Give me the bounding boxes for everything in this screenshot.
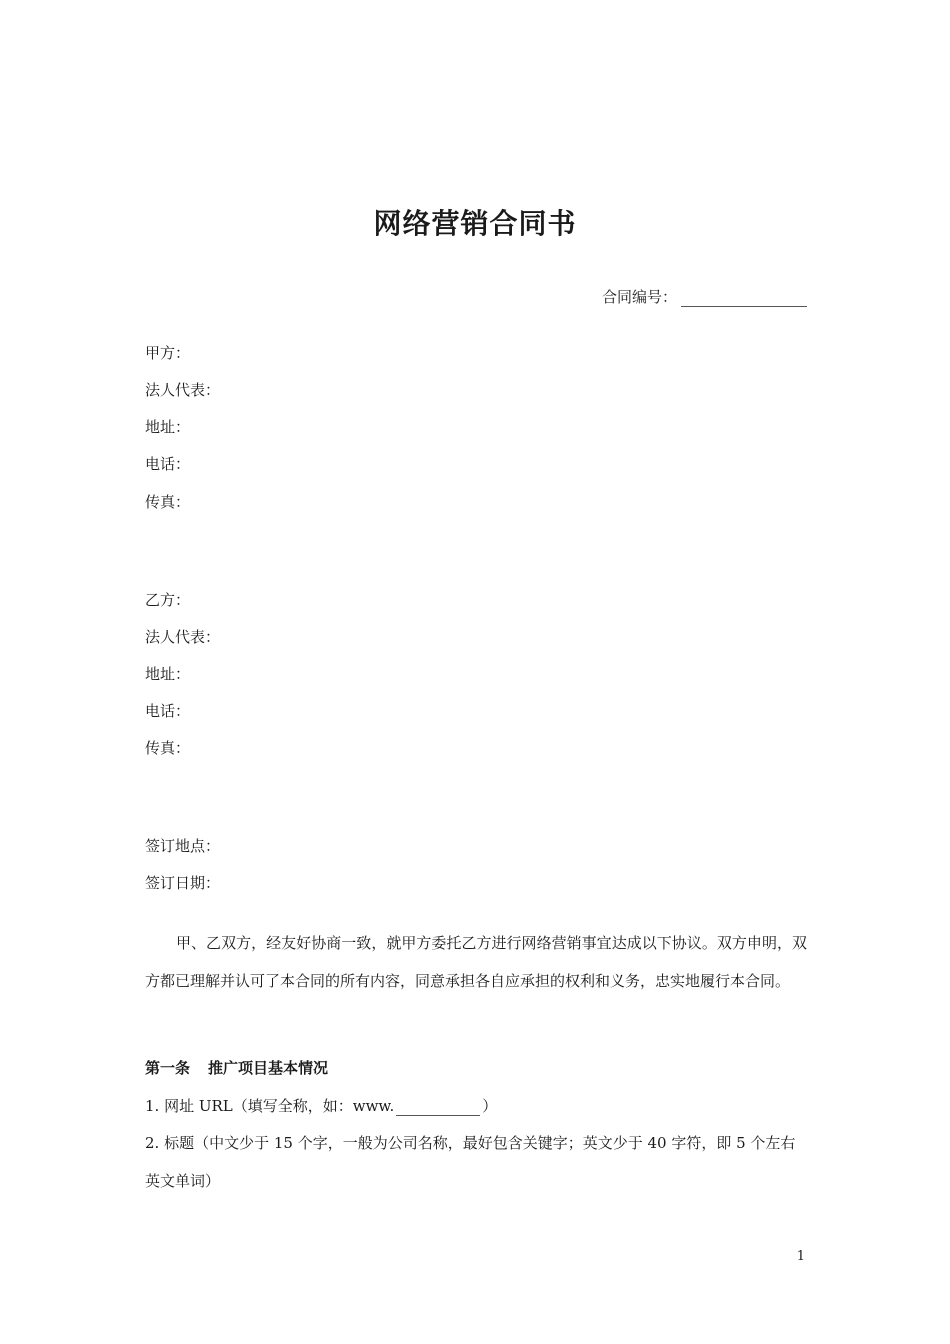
contract-number-blank[interactable] [681,290,807,307]
article-1-title: 推广项目基本情况 [208,1059,329,1077]
contract-number-field [602,286,807,307]
article-1-item-2: 2. 标题（中文少于 15 个字，一般为公司名称，最好包含关键字；英文少于 40 字符，即 5 个左右英文单词） [145,1134,796,1190]
signing-date-label: 签订日期： [145,874,221,892]
party-b-phone-label: 电话： [145,702,191,720]
document-title: 网络营销合同书 [373,207,577,240]
party-a-name-label: 甲方： [145,344,191,362]
party-a-address-label: 地址： [145,418,191,436]
item-1-text: 1. 网址 URL（填写全称，如：www. [145,1097,395,1115]
intro-paragraph: 甲、乙双方，经友好协商一致，就甲方委托乙方进行网络营销事宜达成以下协议。双方申明，双方都已理解并认可了本合同的所有内容，同意承担各自应承担的权利和义务，忠实地履行本合同。 [145,934,807,990]
contract-number-label: 合同编号： [601,288,677,306]
url-blank[interactable] [396,1099,480,1116]
signing-place-label: 签订地点： [145,837,221,855]
party-b-address-label: 地址： [145,665,191,683]
party-a-fax-label: 传真： [145,493,191,511]
article-1-number: 第一条 [145,1059,191,1077]
party-b-rep-label: 法人代表： [145,628,221,646]
page-number: 1 [796,1249,805,1264]
article-1-item-1 [145,1088,807,1126]
party-b-name-label: 乙方： [145,591,191,609]
item-1-suffix: ） [482,1097,498,1115]
article-1-heading [145,1057,328,1078]
party-a-phone-label: 电话： [145,455,191,473]
party-b-fax-label: 传真： [145,739,191,757]
party-a-rep-label: 法人代表： [145,381,221,399]
